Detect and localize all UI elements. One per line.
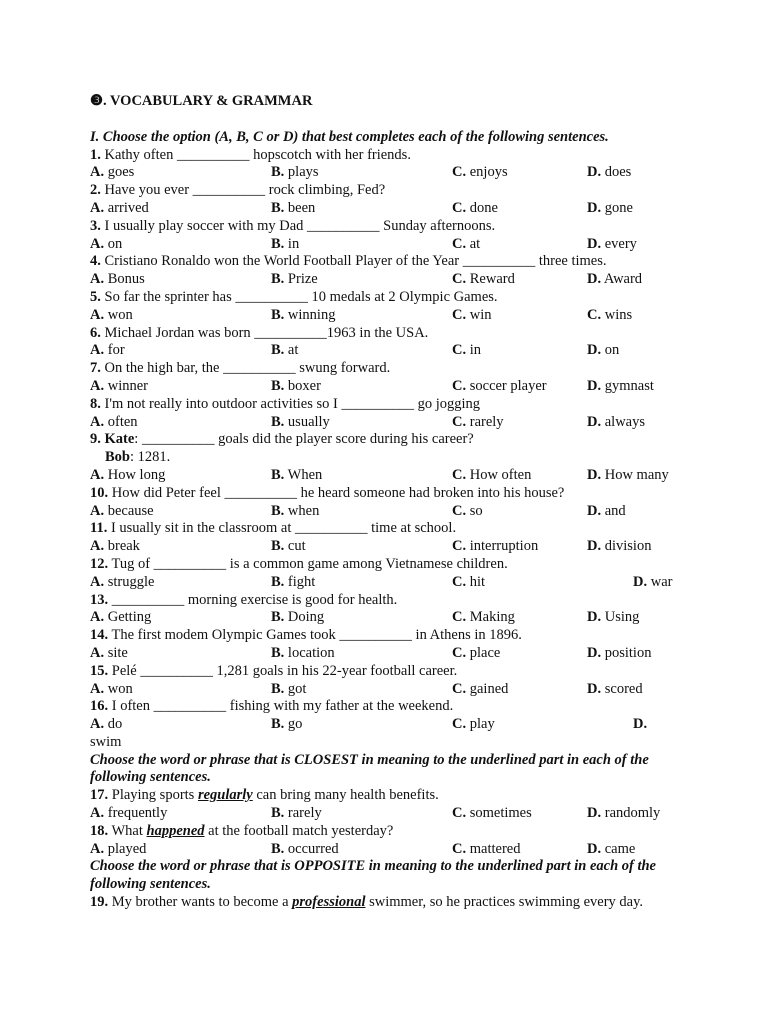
question-list-b — [90, 485, 676, 556]
underlined-word: regularly — [197, 787, 253, 804]
option-a[interactable]: A. break — [90, 538, 140, 555]
option-b[interactable]: B. When — [271, 466, 323, 483]
option-b[interactable]: B. boxer — [271, 377, 321, 394]
answer-options — [90, 681, 676, 699]
option-b[interactable]: B. fight — [271, 573, 316, 590]
option-d[interactable]: D. division — [587, 538, 652, 555]
question-5 — [90, 289, 676, 307]
question-text: Kathy often __________ hopscotch with her friends. — [100, 146, 411, 163]
question-text: Pelé __________ 1,281 goals in his 22-year football career. — [108, 662, 458, 679]
option-d[interactable]: D. every — [587, 235, 637, 252]
answer-options — [90, 271, 676, 289]
option-d[interactable]: D. on — [587, 342, 620, 359]
answer-options — [90, 609, 676, 627]
question-number: 3. — [90, 217, 101, 234]
question-number: 17. — [90, 787, 109, 804]
option-b[interactable]: B. plays — [271, 164, 319, 181]
answer-options — [90, 716, 676, 734]
option-c[interactable]: C. at — [452, 235, 481, 252]
option-a[interactable]: A. for — [90, 342, 125, 359]
question-number: 5. — [90, 288, 101, 305]
option-b[interactable]: B. rarely — [271, 805, 322, 822]
question-13 — [90, 592, 676, 610]
option-b[interactable]: B. location — [271, 644, 335, 661]
option-a[interactable]: A. winner — [90, 377, 148, 394]
question-number: 16. — [90, 698, 109, 715]
option-b[interactable]: B. when — [271, 502, 320, 519]
answer-options — [90, 164, 676, 182]
option-d-wrapped-text: swim — [90, 733, 122, 750]
question-text: I'm not really into outdoor activities so I __________ go jogging — [100, 395, 481, 412]
option-c[interactable]: C. sometimes — [452, 805, 532, 822]
question-number: 2. — [90, 182, 101, 199]
question-number: 13. — [90, 591, 109, 608]
option-a[interactable]: A. Bonus — [90, 271, 145, 288]
option-b[interactable]: B. Doing — [271, 609, 325, 626]
question-9-reply — [90, 449, 676, 467]
question-number: 1. — [90, 146, 101, 163]
option-c[interactable]: C. rarely — [452, 413, 504, 430]
question-text: Cristiano Ronaldo won the World Football Player of the Year __________ three times. — [100, 253, 607, 270]
question-text: : __________ goals did the player score during his career? — [134, 431, 474, 448]
section-title: ❸. VOCABULARY & GRAMMAR — [90, 93, 313, 109]
question-number: 8. — [90, 395, 101, 412]
question-1 — [90, 147, 676, 165]
question-number: 10. — [90, 484, 109, 501]
question-15 — [90, 663, 676, 681]
speaker-name: Bob — [105, 449, 130, 466]
option-c[interactable]: C. How often — [452, 466, 532, 483]
question-7 — [90, 360, 676, 378]
question-number: 19. — [90, 894, 109, 911]
answer-options — [90, 236, 676, 254]
answer-options — [90, 200, 676, 218]
option-c[interactable]: C. Making — [452, 609, 515, 626]
answer-options — [90, 503, 676, 521]
option-c[interactable]: C. win — [452, 306, 492, 323]
question-12 — [90, 556, 676, 574]
option-a[interactable]: A. often — [90, 413, 138, 430]
option-b[interactable]: B. usually — [271, 413, 330, 430]
question-text: On the high bar, the __________ swung forward. — [100, 360, 391, 377]
option-c[interactable]: C. mattered — [452, 840, 521, 857]
option-a[interactable]: A. won — [90, 306, 133, 323]
answer-options — [90, 342, 676, 360]
option-a[interactable]: A. Getting — [90, 609, 152, 626]
answer-options — [90, 841, 676, 859]
option-d[interactable]: D. scored — [587, 680, 643, 697]
question-6 — [90, 325, 676, 343]
option-c[interactable]: C. soccer player — [452, 377, 547, 394]
option-c[interactable]: C. Reward — [452, 271, 515, 288]
question-number: 7. — [90, 360, 101, 377]
instruction-part-2: Choose the word or phrase that is CLOSEST in meaning to the underlined part in each of the following sentences. — [90, 751, 649, 786]
question-14 — [90, 627, 676, 645]
option-d[interactable]: D. — [633, 716, 648, 733]
question-11 — [90, 520, 676, 538]
answer-options — [90, 307, 676, 325]
option-a[interactable]: A. site — [90, 644, 128, 661]
option-d[interactable]: D. Using — [587, 609, 640, 626]
question-list-a — [90, 147, 676, 432]
option-a[interactable]: A. on — [90, 235, 123, 252]
option-c[interactable]: C. play — [452, 716, 495, 733]
option-d[interactable]: C. wins — [587, 306, 633, 323]
question-list-c — [90, 592, 676, 699]
option-d[interactable]: D. and — [587, 502, 626, 519]
option-d[interactable]: D. does — [587, 164, 632, 181]
reply-text: : 1281. — [130, 449, 171, 466]
option-c[interactable]: C. done — [452, 199, 498, 216]
option-c[interactable]: C. enjoys — [452, 164, 508, 181]
instruction-part-3: Choose the word or phrase that is OPPOSITE in meaning to the underlined part in each of the following sentences. — [90, 858, 656, 893]
question-18: 18. What happened at the football match yesterday? — [90, 822, 394, 839]
option-a[interactable]: A. won — [90, 680, 133, 697]
question-8 — [90, 396, 676, 414]
question-number: 14. — [90, 627, 109, 644]
question-2 — [90, 182, 676, 200]
underlined-word: professional — [292, 894, 366, 911]
option-a[interactable]: A. do — [90, 716, 123, 733]
option-c[interactable]: C. so — [452, 502, 483, 519]
question-text: I usually play soccer with my Dad __________ Sunday afternoons. — [100, 217, 496, 234]
option-a[interactable]: A. goes — [90, 164, 135, 181]
question-10 — [90, 485, 676, 503]
question-number: 15. — [90, 662, 109, 679]
question-text: The first modem Olympic Games took __________ in Athens in 1896. — [108, 627, 522, 644]
option-c[interactable]: C. interruption — [452, 538, 539, 555]
question-text: I usually sit in the classroom at __________ time at school. — [107, 520, 457, 537]
option-b[interactable]: B. occurred — [271, 840, 339, 857]
option-c[interactable]: C. place — [452, 644, 501, 661]
question-number: 18. — [90, 822, 109, 839]
question-text: So far the sprinter has __________ 10 medals at 2 Olympic Games. — [100, 288, 498, 305]
option-d[interactable]: D. position — [587, 644, 652, 661]
option-d[interactable]: D. randomly — [587, 805, 661, 822]
option-c[interactable]: C. hit — [452, 573, 486, 590]
option-a[interactable]: A. frequently — [90, 805, 168, 822]
option-d[interactable]: D. Award — [587, 271, 643, 288]
option-b[interactable]: B. at — [271, 342, 299, 359]
question-text: Tug of __________ is a common game among Vietnamese children. — [108, 555, 508, 572]
option-d[interactable]: D. always — [587, 413, 645, 430]
option-c[interactable]: C. in — [452, 342, 482, 359]
instruction-part-1: I. Choose the option (A, B, C or D) that best completes each of the following sentences. — [90, 128, 609, 145]
option-d[interactable]: D. gymnast — [587, 377, 654, 394]
question-text: I often __________ fishing with my father at the weekend. — [108, 698, 454, 715]
question-19: 19. My brother wants to become a professional swimmer, so he practices swimming every day. — [90, 894, 644, 911]
question-9 — [90, 431, 676, 449]
option-a[interactable]: A. played — [90, 840, 147, 857]
question-3 — [90, 218, 676, 236]
option-a[interactable]: A. arrived — [90, 199, 149, 216]
option-d[interactable]: D. war — [633, 573, 673, 590]
question-number: 9. — [90, 431, 101, 448]
option-d[interactable]: D. gone — [587, 199, 633, 216]
underlined-word: happened — [146, 822, 205, 839]
question-4 — [90, 253, 676, 271]
worksheet — [90, 93, 676, 912]
option-a[interactable]: A. struggle — [90, 573, 155, 590]
option-a[interactable]: A. How long — [90, 466, 166, 483]
option-b[interactable]: B. Prize — [271, 271, 318, 288]
option-b[interactable]: B. in — [271, 235, 300, 252]
question-number: 4. — [90, 253, 101, 270]
answer-options — [90, 805, 676, 823]
question-number: 11. — [90, 520, 108, 537]
option-b[interactable]: B. been — [271, 199, 316, 216]
option-c[interactable]: C. gained — [452, 680, 509, 697]
answer-options — [90, 467, 676, 485]
answer-options — [90, 645, 676, 663]
option-b[interactable]: B. got — [271, 680, 307, 697]
option-b[interactable]: B. winning — [271, 306, 336, 323]
question-text: Have you ever __________ rock climbing, Fed? — [100, 182, 386, 199]
answer-options — [90, 538, 676, 556]
question-number: 12. — [90, 555, 109, 572]
option-b[interactable]: B. cut — [271, 538, 306, 555]
speaker-name: Kate — [104, 431, 135, 448]
question-16 — [90, 698, 676, 716]
question-text: __________ morning exercise is good for health. — [108, 591, 398, 608]
option-d[interactable]: D. How many — [587, 466, 669, 483]
option-a[interactable]: A. because — [90, 502, 154, 519]
option-d[interactable]: D. came — [587, 840, 636, 857]
answer-options — [90, 378, 676, 396]
answer-options — [90, 414, 676, 432]
question-text: Michael Jordan was born __________1963 in the USA. — [100, 324, 429, 341]
question-text: How did Peter feel __________ he heard someone had broken into his house? — [108, 484, 565, 501]
question-number: 6. — [90, 324, 101, 341]
question-17: 17. Playing sports regularly can bring many health benefits. — [90, 787, 439, 804]
answer-options — [90, 574, 676, 592]
option-b[interactable]: B. go — [271, 716, 303, 733]
